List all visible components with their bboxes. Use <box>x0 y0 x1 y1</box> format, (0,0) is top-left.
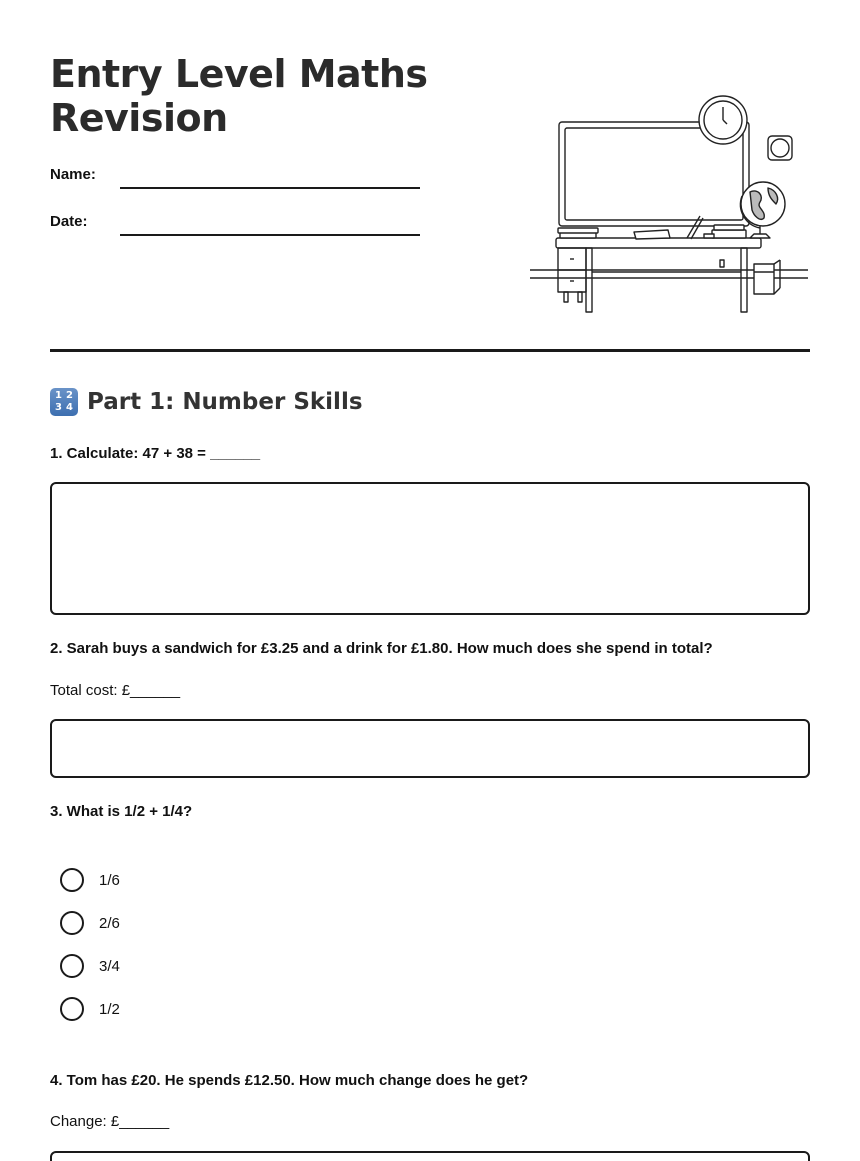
option-label: 1/2 <box>99 1000 120 1018</box>
input-numbers-icon <box>50 388 78 416</box>
option-label: 2/6 <box>99 914 120 932</box>
question-3: 3. What is 1/2 + 1/4? <box>50 803 193 820</box>
option-3[interactable] <box>60 954 120 978</box>
total-cost-label: Total cost: £______ <box>50 682 181 699</box>
radio-button[interactable] <box>60 868 84 892</box>
date-label: Date: <box>50 213 88 230</box>
badge-digit: 1 <box>55 390 62 401</box>
option-label: 3/4 <box>99 957 120 975</box>
name-label: Name: <box>50 166 96 183</box>
question-1: 1. Calculate: 47 + 38 = ______ <box>50 445 261 462</box>
option-label: 1/6 <box>99 871 120 889</box>
badge-digit: 2 <box>66 390 73 401</box>
header-divider <box>50 349 810 352</box>
classroom-illustration-icon <box>528 92 812 316</box>
badge-digit: 3 <box>55 402 62 413</box>
answer-box-2[interactable] <box>50 719 810 778</box>
radio-button[interactable] <box>60 997 84 1021</box>
page-title: Entry Level Maths Revision <box>50 52 428 140</box>
answer-box-1[interactable] <box>50 482 810 615</box>
option-4[interactable] <box>60 997 120 1021</box>
answer-box-4[interactable] <box>50 1151 810 1161</box>
question-2: 2. Sarah buys a sandwich for £3.25 and a drink for £1.80. How much does she spend in total? <box>50 640 713 657</box>
radio-button[interactable] <box>60 911 84 935</box>
question-4: 4. Tom has £20. He spends £12.50. How much change does he get? <box>50 1072 529 1089</box>
date-field[interactable] <box>120 234 420 236</box>
section-title: Part 1: Number Skills <box>87 389 363 415</box>
section-heading-number-skills <box>50 388 363 416</box>
name-field[interactable] <box>120 187 420 189</box>
option-2[interactable] <box>60 911 120 935</box>
radio-button[interactable] <box>60 954 84 978</box>
change-label: Change: £______ <box>50 1113 170 1130</box>
badge-digit: 4 <box>66 402 73 413</box>
option-1[interactable] <box>60 868 120 892</box>
